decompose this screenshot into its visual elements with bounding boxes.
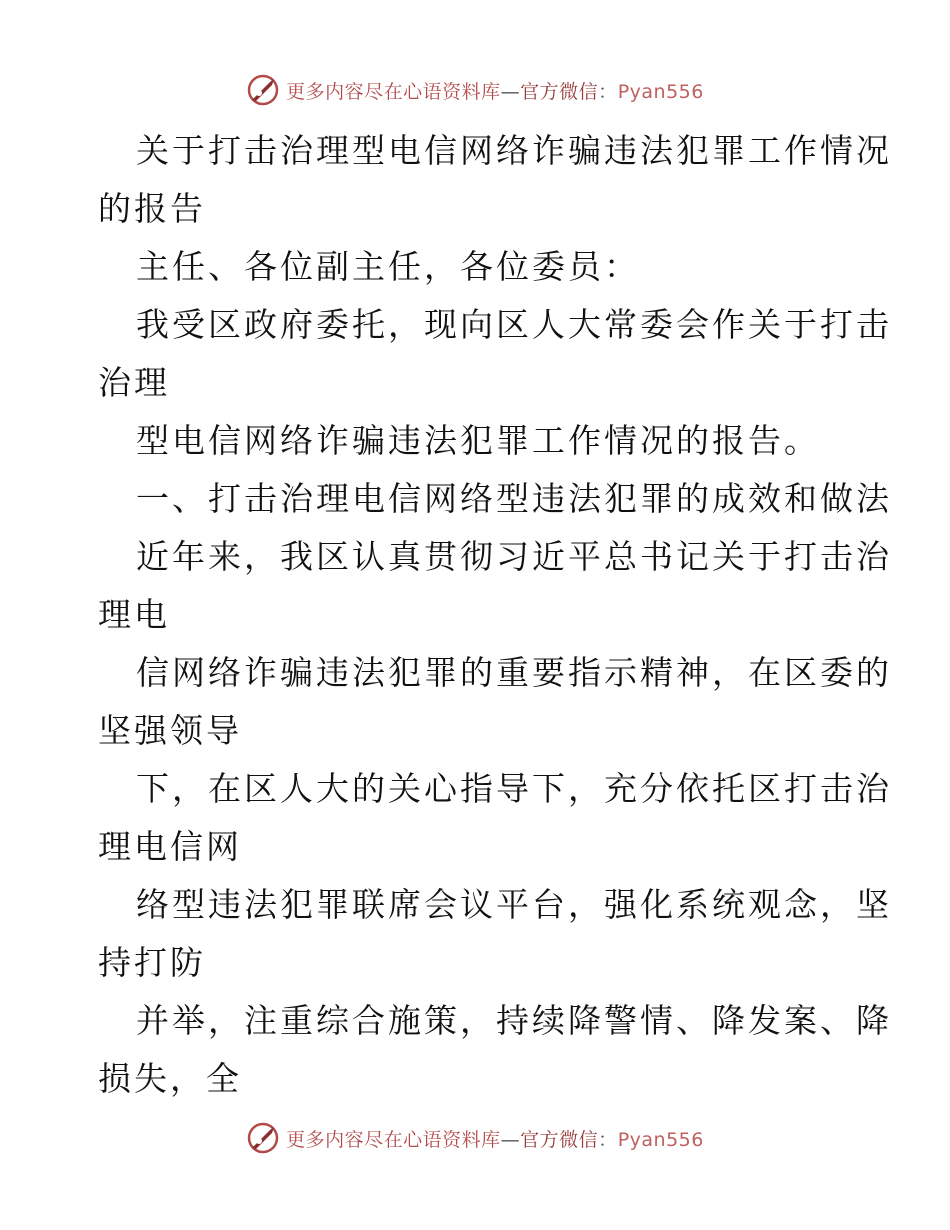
doc-line: 络型违法犯罪联席会议平台，强化系统观念，坚 <box>136 885 892 924</box>
banner-wechat-id: Pyan556 <box>617 1128 704 1151</box>
doc-line: 型电信网络诈骗违法犯罪工作情况的报告。 <box>136 421 820 460</box>
doc-line: 我受区政府委托，现向区人大常委会作关于打击 <box>136 305 892 344</box>
document-body <box>98 122 892 1108</box>
doc-line: 理电信网 <box>98 827 242 866</box>
banner-official-label: 官方微信 <box>520 1128 599 1151</box>
doc-line: 坚强领导 <box>98 711 242 750</box>
doc-line: 理电 <box>98 595 170 634</box>
banner-slogan: 更多内容尽在心语资料库 <box>286 80 501 103</box>
header-banner <box>0 70 950 110</box>
banner-wechat-id: Pyan556 <box>617 80 704 103</box>
banner-slogan: 更多内容尽在心语资料库 <box>286 1128 501 1151</box>
doc-line: 近年来，我区认真贯彻习近平总书记关于打击治 <box>136 537 892 576</box>
doc-line: 治理 <box>98 363 170 402</box>
footer-banner <box>0 1118 950 1158</box>
banner-colon: ： <box>598 80 618 103</box>
doc-line: 下，在区人大的关心指导下，充分依托区打击治 <box>136 769 892 808</box>
doc-line-title-1: 关于打击治理型电信网络诈骗违法犯罪工作情况 <box>136 131 892 170</box>
banner-text <box>286 1125 704 1152</box>
quill-pen-logo-icon <box>246 1121 280 1155</box>
doc-line: 损失，全 <box>98 1059 242 1098</box>
doc-line-salutation: 主任、各位副主任，各位委员： <box>136 247 640 286</box>
doc-line: 并举，注重综合施策，持续降警情、降发案、降 <box>136 1001 892 1040</box>
doc-line-section-heading: 一、打击治理电信网络型违法犯罪的成效和做法 <box>136 479 892 518</box>
doc-line: 信网络诈骗违法犯罪的重要指示精神，在区委的 <box>136 653 892 692</box>
banner-colon: ： <box>598 1128 618 1151</box>
doc-line-title-2: 的报告 <box>98 189 206 228</box>
banner-official-label: 官方微信 <box>520 80 599 103</box>
banner-separator: — <box>500 1128 521 1151</box>
doc-line: 持打防 <box>98 943 206 982</box>
quill-pen-logo-icon <box>246 73 280 107</box>
banner-separator: — <box>500 80 521 103</box>
banner-text <box>286 77 704 104</box>
